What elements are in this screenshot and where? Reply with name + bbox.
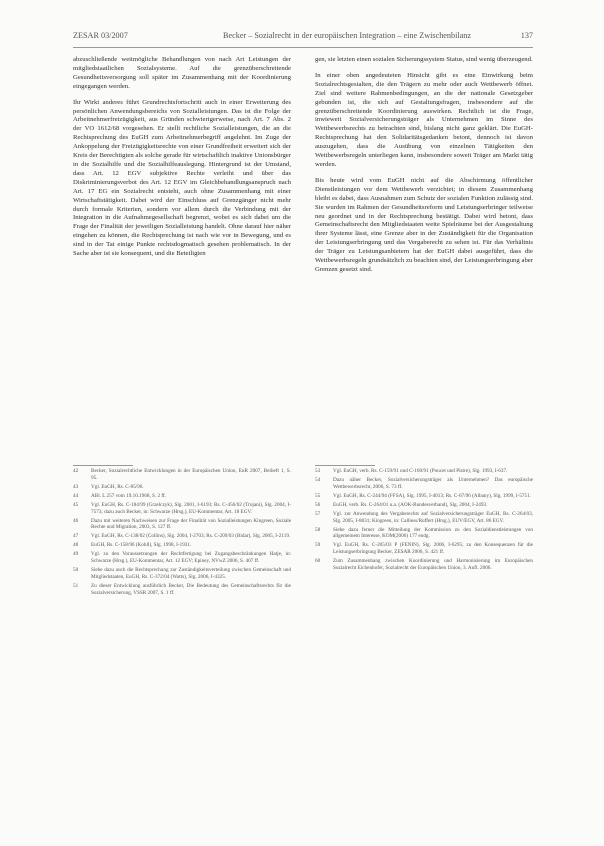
footnote-number: 45: [73, 501, 79, 508]
footnote: [73, 542, 291, 549]
footnote-text: Siehe dazu auch die Rechtsprechung zur Zuständigkeitsverteilung zwischen Gemeinschaft und Mitgliedstaaten, EuGH, Rs. C-372/04 (Watts), Slg. 2006, I-4325.: [91, 567, 291, 580]
paragraph: gen, sie letzten einen sozialen Sicherungssystem Status, sind wenig überzeugend.: [315, 56, 533, 63]
footnote-number: 59: [315, 542, 321, 549]
footnote: [315, 511, 533, 525]
footnote-number: 51: [73, 582, 79, 589]
journal-issue: ZESAR 03/2007: [73, 31, 128, 40]
paragraph: Ihr Wirkt anderes führt Grundrechtsfortschritt auch in einer Erweiterung des persönlichen Anwendungsbereichs von Sozialleistungen. Das ist die Folge der Arbeitnehmerfreizügigkeit, aus Gründen schwierigerweise, nach Art. 7 Abs. 2 der VO 1612/68 vorgesehen. Er stellt rechtliche Sozialleistungen, die an die Rechtsprechung des EuGH zum Arbeitnehmerbegriff angelehnt. Im Zuge der Ankoppelung der Freizügigkeitsrechte von einer Grundfreiheit erweitert sich der Kreis der Berechtigten als solche gerade für wirtschaftlich inaktive Unionsbürger in die Sozialhilfe und die Sozialhilfeauslegung. Hintergrund ist der Umstand, dass Art. 12 EGV subjektive Rechte verleiht und über das Diskriminierungsverbot des Art. 12 EGV im Gleichbehandlungsanspruch nach Art. 17 EG ein Sozialrecht entsteht, auch ohne Zusammenhang mit einer Wirtschaftstätigkeit. Dabei wird der Einschluss auf Grenzgänger nicht mehr durch formale Kriterien, sondern vor allem durch die Verbindung mit der Integration in die Aufnahmegesellschaft begrenzt, wobei es sich dabei um die Frage der Finalität der jeweiligen Sozialleistung handelt. Ohne darauf hier näher eingehen zu können, die Rechtsprechung ist nach wie vor in Bewegung, und es sind in der Tat einige Punkte rechtsdogmatisch gesehen problematisch. In der Sache aber ist sie konsequent, und die Beteiligten: [73, 98, 291, 258]
footnote: [315, 558, 533, 572]
footnote-number: 43: [73, 483, 79, 490]
header-rule: [73, 47, 533, 48]
footnote: [315, 477, 533, 491]
footnote-number: 49: [73, 551, 79, 558]
footnote-number: 56: [315, 501, 321, 508]
body-column-right: [315, 56, 533, 282]
footnote-text: Dazu mit weiteren Nachweisen zur Frage der Finalität von Sozialleistungen Kingreen, Soziale Rechte und Migration, 2003, S. 127 ff.: [91, 517, 291, 531]
paragraph: Bis heute wird vom EuGH nicht auf die Abschirmung öffentlicher Dienstleistungen vor dem Wettbewerb verzichtet; in diesem Zusammenhang bleibt es dabei, dass Ausnahmen zum Schutz der sozialen Funktion zulässig sind. Sie wurden im Rahmen der Gesundheitsreform und Leistungserbringer teilweise neu geordnet und in der Rechtsprechung bestätigt. Dabei wird betont, dass Gemeinschaftsrecht den Mitgliedstaaten weite Spielräume bei der Ausgestaltung ihrer Systeme lässt, eine Grenze aber in der Zuständigkeit für die Organisation der Leistungserbringung und das Vergaberecht zu sehen ist. Für das Verhältnis der Träger zu Leistungsanbietern hat der EuGH dabei ausgeführt, dass die Wettbewerbsregeln grundsätzlich zu beachten sind, der Leistungserbringung aber Grenzen gesetzt sind.: [315, 176, 533, 273]
footnote: [315, 542, 533, 556]
footnote-number: 53: [315, 468, 321, 474]
footnote-text: EuGH, verb. Rs. C-264/01 u.a. (AOK-Bundesverband), Slg. 2004, I-2493.: [333, 501, 488, 508]
footnote-text: Vgl. EuGH, Rs. C-138/02 (Collins), Slg. 2004, I-2703; Rs. C-209/03 (Bidar), Slg. 2005, I-2119.: [91, 533, 291, 540]
footnotes-left: [73, 468, 291, 599]
footnote-text: Vgl. EuGH, Rs. C-205/03 P (FENIN), Slg. 2006, I-6295; zu den Konsequenzen für die Leistungserbringung Becker, ZESAR 2006, S. 421 ff.: [333, 542, 533, 556]
page-number: 137: [520, 31, 533, 40]
footnote: [73, 567, 291, 581]
footnote-text: Zum Zusammenhang zwischen Koordinierung und Harmonisierung im Europäischen Sozialrecht Eichenhofer, Sozialrecht der Europäischen Union, 3. Aufl. 2006.: [333, 558, 533, 571]
footnote-text: Vgl. zur Anwendung des Vergaberechts auf Sozialversicherungsträger EuGH, Rs. C-264/03, Slg. 2005, I-8831; Kingreen, in: Calliess/Ruffert (Hrsg.), EUV/EGV, Art. 86 EGV.: [333, 510, 533, 524]
footnote-text: Vgl. EuGH, Rs. C-244/94 (FFSA), Slg. 1995, I-4013; Rs. C-67/96 (Albany), Slg. 1999, I-5751.: [333, 492, 531, 499]
footnote-number: 58: [315, 526, 321, 533]
running-title: Becker – Sozialrecht in der europäischen Integration – eine Zwischenbilanz: [223, 31, 472, 40]
footnote-text: ABl. L 257 vom 19.10.1968, S. 2 ff.: [91, 492, 167, 499]
footnote: [73, 583, 291, 597]
footnote: [73, 502, 291, 516]
paragraph: abzuschließende weitmögliche Behandlungen von nach Art Leistungen der mitgliedstaatlichen Sozialsysteme. Auf die grenzüberschreitende Gesundheitsversorgung soll später im Zusammenhang mit der Koordinierung eingegangen werden.: [73, 56, 291, 90]
body-column-left: [73, 56, 291, 266]
footnote-text: EuGH, Rs. C-158/96 (Kohll), Slg. 1998, I-1931.: [91, 542, 192, 549]
footnote-number: 42: [73, 468, 79, 474]
footnote: [73, 533, 291, 540]
footnote-text: Siehe dazu ferner die Mitteilung der Kommission zu den Sozialdienstleistungen von allgemeinem Interesse, KOM(2006) 177 endg.: [333, 526, 533, 540]
footnote-rule: [315, 465, 375, 466]
footnote: [315, 502, 533, 509]
footnote-number: 46: [73, 517, 79, 524]
footnote: [73, 468, 291, 482]
footnote-number: 47: [73, 533, 79, 540]
footnote: [73, 551, 291, 565]
footnote: [73, 493, 291, 500]
footnote: [73, 518, 291, 532]
footnote-text: Vgl. EuGH, Rs. C-184/99 (Grzelczyk), Slg. 2001, I-6193; Rs. C-456/02 (Trojani), Slg. 2004, I-7573; dazu auch Becker, in: Schwarze (Hrsg.), EU-Kommentar, Art. 18 EGV.: [91, 501, 291, 515]
paragraph: In einer oben angedeuteten Hinsicht gibt es eine Einwirkung beim Sozialrechtsgestalten, die den Trägern zu mehr oder auch Wettbewerb öffnet. Ziel sind weitere Rahmenbedingungen, an die der nationale Gesetzgeber gebunden ist, die sich auf Gestaltungsfragen, insbesondere auf die grenzüberschreitende Koordinierung auswirken. Rechtlich ist die Frage, inwieweit Sozialversicherungsträger als Unternehmen im Sinne des Wettbewerbsrechts zu betrachten sind, bislang nicht ganz geklärt. Die EuGH-Rechtsprechung hat den Solidaritätsgedanken betont, dennoch ist davon auszugehen, dass die Ausübung von einzelnen Tätigkeiten den Wettbewerbsregeln unterliegen kann, insbesondere soweit Träger am Markt tätig werden.: [315, 71, 533, 168]
footnote-text: Becker, Sozialrechtliche Entwicklungen in der Europäischen Union, EuR 2007, Beiheft 1, S. 95.: [91, 468, 291, 481]
footnotes-right: [315, 468, 533, 574]
footnote: [315, 468, 533, 475]
footnote-number: 54: [315, 476, 321, 483]
footnote-number: 44: [73, 492, 79, 499]
footnote-number: 60: [315, 558, 321, 565]
running-header: [73, 31, 533, 45]
footnote-text: Zu dieser Entwicklung ausführlich Becker, Die Bedeutung des Gemeinschaftsrechts für die Sozialversicherung, VSSR 2007, S. 1 ff.: [91, 582, 291, 596]
footnote: [315, 527, 533, 541]
footnote-number: 55: [315, 492, 321, 499]
footnote-text: Dazu näher Becker, Sozialversicherungsträger als Unternehmen? Das europäische Wettbewerbsrecht, 2006, S. 73 ff.: [333, 476, 533, 490]
footnote-text: Vgl. zu den Voraussetzungen der Rechtfertigung bei Zugangsbeschränkungen Hatje, in: Schwarze (Hrsg.), EU-Kommentar, Art. 12 EGV; Epiney, NVwZ 2006, S. 407 ff.: [91, 551, 291, 565]
footnote-text: Vgl. EuGH, Rs. C-85/96.: [91, 483, 144, 490]
footnote-rule: [73, 465, 133, 466]
footnote: [315, 493, 533, 500]
footnote-number: 57: [315, 510, 321, 517]
footnote-number: 50: [73, 567, 79, 574]
footnote-text: Vgl. EuGH, verb. Rs. C-159/91 und C-160/91 (Poucet und Pistre), Slg. 1993, I-637.: [333, 468, 508, 474]
footnote-number: 48: [73, 542, 79, 549]
footnote: [73, 484, 291, 491]
